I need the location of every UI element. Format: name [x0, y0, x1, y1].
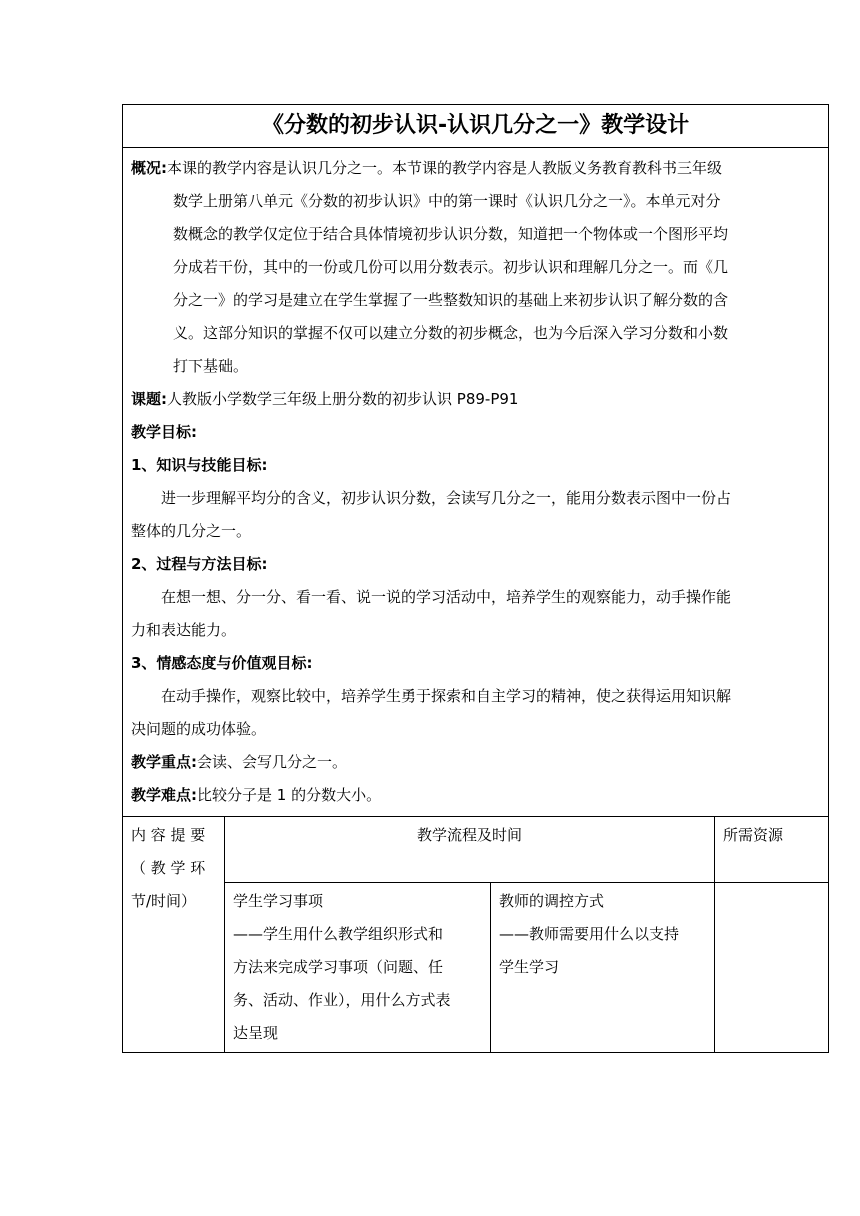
key-point-label: 教学重点:: [131, 753, 197, 771]
overview-line: 数概念的教学仅定位于结合具体情境初步认识分数，知道把一个物体或一个图形平均: [173, 225, 729, 243]
student-activities-cell: 学生学习事项 ——学生用什么教学组织形式和 方法来完成学习事项（问题、任 务、活动、作业），用什么方式表 达呈现: [225, 883, 491, 1053]
resources-header: 所需资源: [715, 817, 829, 883]
flow-header: 教学流程及时间: [225, 817, 715, 883]
goal-line: 在想一想、分一分、看一看、说一说的学习活动中，培养学生的观察能力，动手操作能: [161, 588, 732, 606]
key-point-text: 会读、会写几分之一。: [197, 753, 348, 771]
overview-line: 分之一》的学习是建立在学生掌握了一些整数知识的基础上来初步认识了解分数的含: [173, 291, 729, 309]
topic-text: 人教版小学数学三年级上册分数的初步认识 P89-P91: [167, 390, 519, 408]
goal-heading: 3、情感态度与价值观目标:: [131, 654, 313, 672]
goals-heading: 教学目标:: [131, 423, 197, 441]
content-body: [123, 148, 829, 817]
goal-line: 力和表达能力。: [131, 621, 237, 639]
difficulty-text: 比较分子是 1 的分数大小。: [197, 786, 382, 804]
goal-heading: 2、过程与方法目标:: [131, 555, 268, 573]
resources-cell: [715, 883, 829, 1053]
teacher-methods-cell: 教师的调控方式 ——教师需要用什么以支持 学生学习: [491, 883, 715, 1053]
goal-line: 决问题的成功体验。: [131, 720, 267, 738]
document-title: 《分数的初步认识-认识几分之一》教学设计: [123, 105, 829, 148]
lesson-plan-document: [122, 104, 828, 1053]
overview-line: 分成若干份，其中的一份或几份可以用分数表示。初步认识和理解几分之一。而《几: [173, 258, 729, 276]
overview-line: 义。这部分知识的掌握不仅可以建立分数的初步概念，也为今后深入学习分数和小数: [173, 324, 729, 342]
content-summary-header: 内 容 提 要 （ 教 学 环 节/时间）: [123, 817, 225, 1053]
overview-line: 数学上册第八单元《分数的初步认识》中的第一课时《认识几分之一》。本单元对分: [173, 192, 721, 210]
overview-line: 打下基础。: [173, 357, 249, 375]
goal-line: 在动手操作，观察比较中，培养学生勇于探索和自主学习的精神，使之获得运用知识解: [161, 687, 732, 705]
difficulty-label: 教学难点:: [131, 786, 197, 804]
overview-line: 本课的教学内容是认识几分之一。本节课的教学内容是人教版义务教育教科书三年级: [167, 159, 723, 177]
lesson-plan-table: [122, 104, 829, 1053]
overview-label: 概况:: [131, 159, 167, 177]
goal-heading: 1、知识与技能目标:: [131, 456, 268, 474]
goal-line: 整体的几分之一。: [131, 522, 252, 540]
goal-line: 进一步理解平均分的含义，初步认识分数，会读写几分之一，能用分数表示图中一份占: [161, 489, 732, 507]
topic-label: 课题:: [131, 390, 167, 408]
